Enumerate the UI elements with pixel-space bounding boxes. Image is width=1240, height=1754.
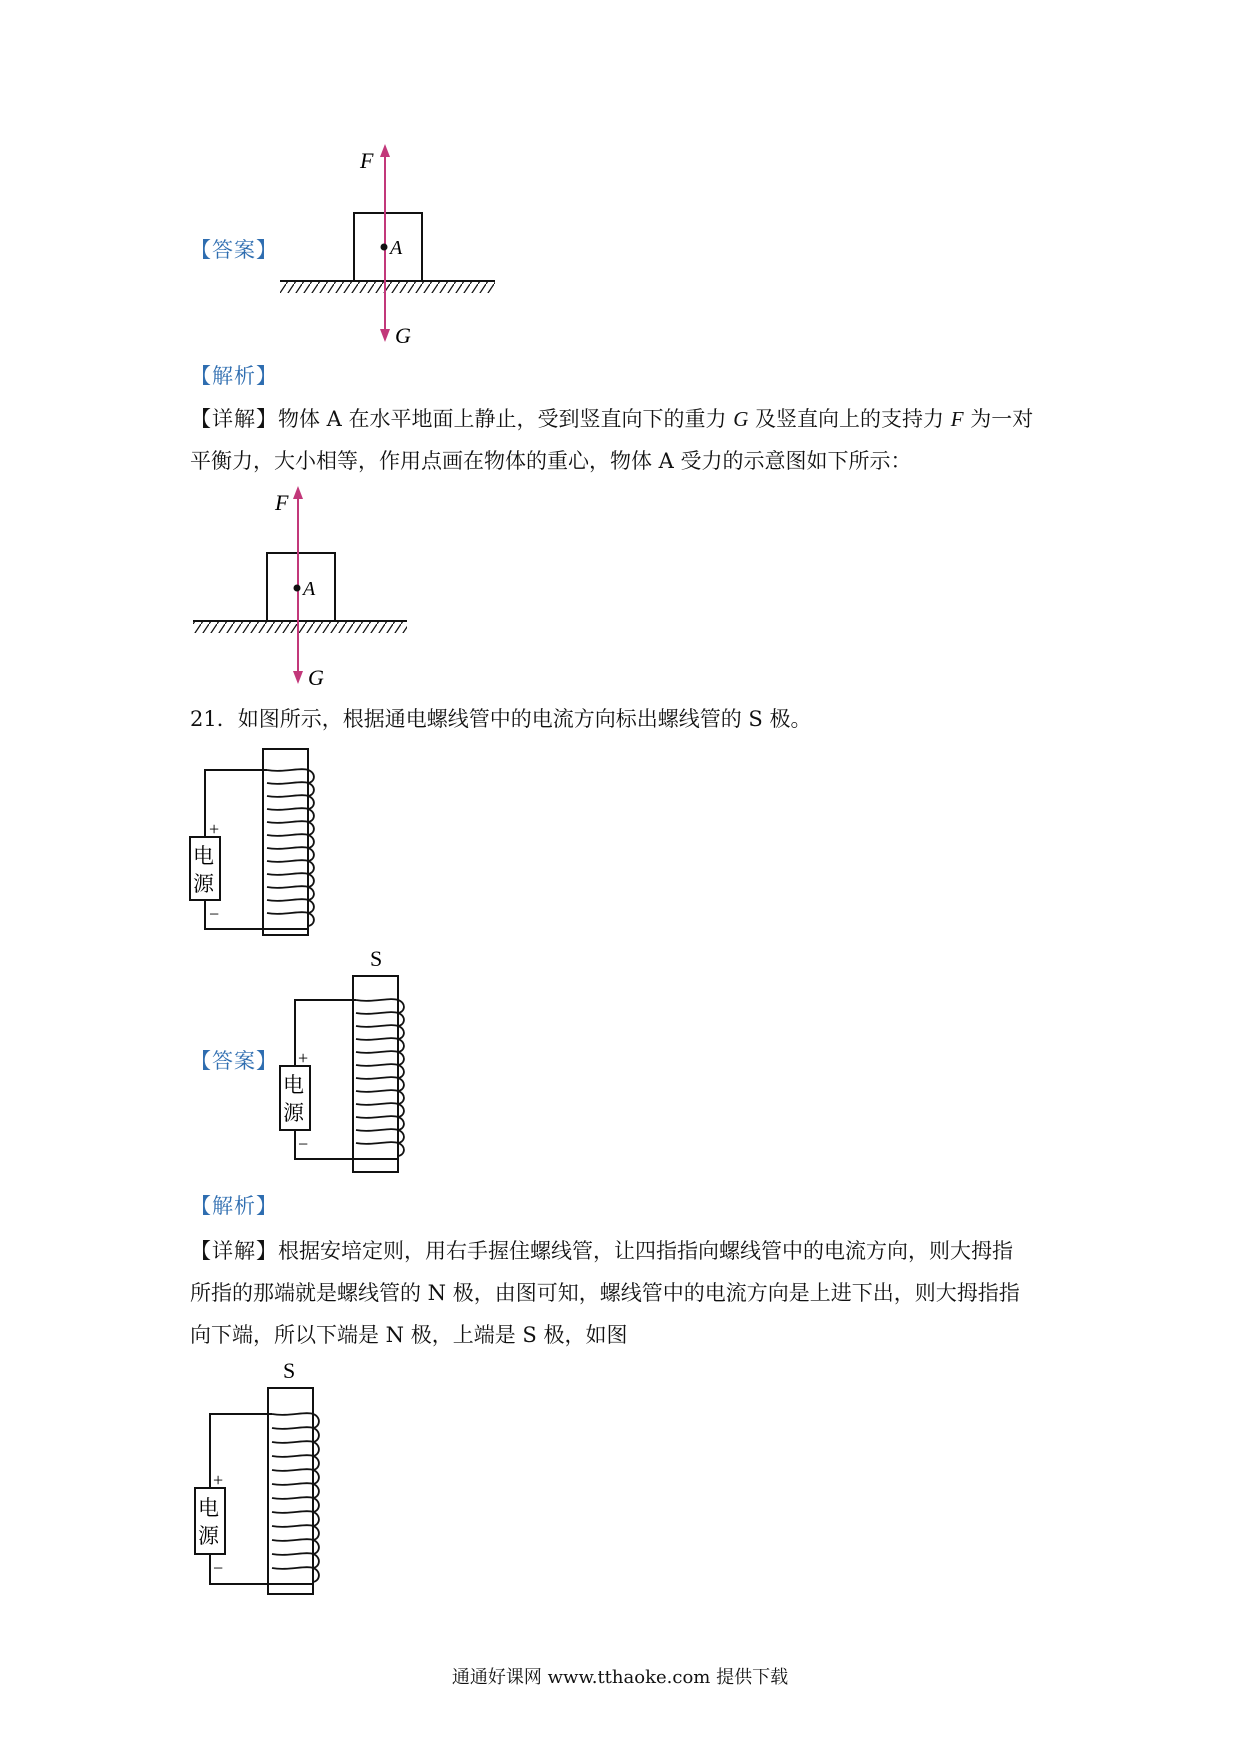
minus-sign: − bbox=[298, 1134, 309, 1154]
detail-label-q21: 【详解】 bbox=[190, 1239, 278, 1263]
detail-label: 【详解】 bbox=[190, 407, 278, 431]
q20-detail-line2: 平衡力，大小相等，作用点画在物体的重心，物体 A 受力的示意图如下所示： bbox=[190, 449, 912, 473]
analysis-label-q21: 【解析】 bbox=[190, 1194, 278, 1218]
label-F: F bbox=[360, 148, 374, 173]
center-point bbox=[294, 585, 301, 592]
source-char1: 电 bbox=[198, 1496, 219, 1520]
label-G: G bbox=[308, 665, 324, 690]
source-char2: 源 bbox=[193, 872, 214, 896]
force-f-arrowhead bbox=[293, 486, 303, 499]
force-diagram-explanation bbox=[185, 480, 425, 695]
q21-detail: 【详解】根据安培定则，用右手握住螺线管，让四指指向螺线管中的电流方向，则大拇指 所指的那端就是螺线管的 N 极，由图可知，螺线管中的电流方向是上进下出，则大拇指指 向下端，所以下端是 N 极，上端是 S 极，如图 bbox=[190, 1230, 1070, 1356]
solenoid-core bbox=[263, 749, 308, 935]
answer-label: 【答案】 bbox=[190, 238, 278, 262]
source-char1: 电 bbox=[193, 844, 214, 868]
q21-detail-line2: 所指的那端就是螺线管的 N 极，由图可知，螺线管中的电流方向是上进下出，则大拇指指 bbox=[190, 1281, 1020, 1305]
analysis-label: 【解析】 bbox=[190, 364, 278, 388]
plus-sign: + bbox=[298, 1048, 309, 1068]
plus-sign: + bbox=[213, 1470, 224, 1490]
pole-label-S: S bbox=[370, 946, 383, 971]
answer-label-q21: 【答案】 bbox=[190, 1049, 278, 1073]
label-G: G bbox=[395, 323, 411, 348]
solenoid-answer bbox=[270, 940, 420, 1180]
solenoid-explanation bbox=[190, 1352, 340, 1602]
force-g-arrowhead bbox=[293, 671, 303, 684]
ground-hatch bbox=[280, 282, 495, 293]
solenoid-core bbox=[268, 1388, 313, 1594]
block bbox=[354, 213, 422, 281]
q21-detail-line3: 向下端，所以下端是 N 极，上端是 S 极，如图 bbox=[190, 1323, 628, 1347]
ground-hatch bbox=[193, 622, 407, 633]
block bbox=[267, 553, 335, 621]
force-g-arrowhead bbox=[380, 329, 390, 342]
plus-sign: + bbox=[209, 819, 220, 839]
minus-sign: − bbox=[209, 904, 220, 924]
q21-text: 21．如图所示，根据通电螺线管中的电流方向标出螺线管的 S 极。 bbox=[190, 707, 812, 731]
label-A: A bbox=[390, 237, 403, 259]
solenoid-question bbox=[183, 745, 323, 940]
force-f-arrowhead bbox=[380, 144, 390, 157]
source-char2: 源 bbox=[283, 1101, 304, 1125]
pole-label-S: S bbox=[283, 1358, 296, 1383]
footer-watermark: 通通好课网 www.tthaoke.com 提供下载 bbox=[451, 1667, 789, 1688]
label-A: A bbox=[303, 578, 316, 600]
q20-detail: 【详解】物体 A 在水平地面上静止，受到竖直向下的重力 G 及竖直向上的支持力 F 为一对 平衡力，大小相等，作用点画在物体的重心，物体 A 受力的示意图如下所示： bbox=[190, 398, 1070, 482]
force-diagram-answer bbox=[270, 140, 510, 355]
source-char2: 源 bbox=[198, 1524, 219, 1548]
label-F: F bbox=[275, 490, 289, 515]
source-char1: 电 bbox=[283, 1073, 304, 1097]
minus-sign: − bbox=[213, 1558, 224, 1578]
center-point bbox=[381, 244, 388, 251]
